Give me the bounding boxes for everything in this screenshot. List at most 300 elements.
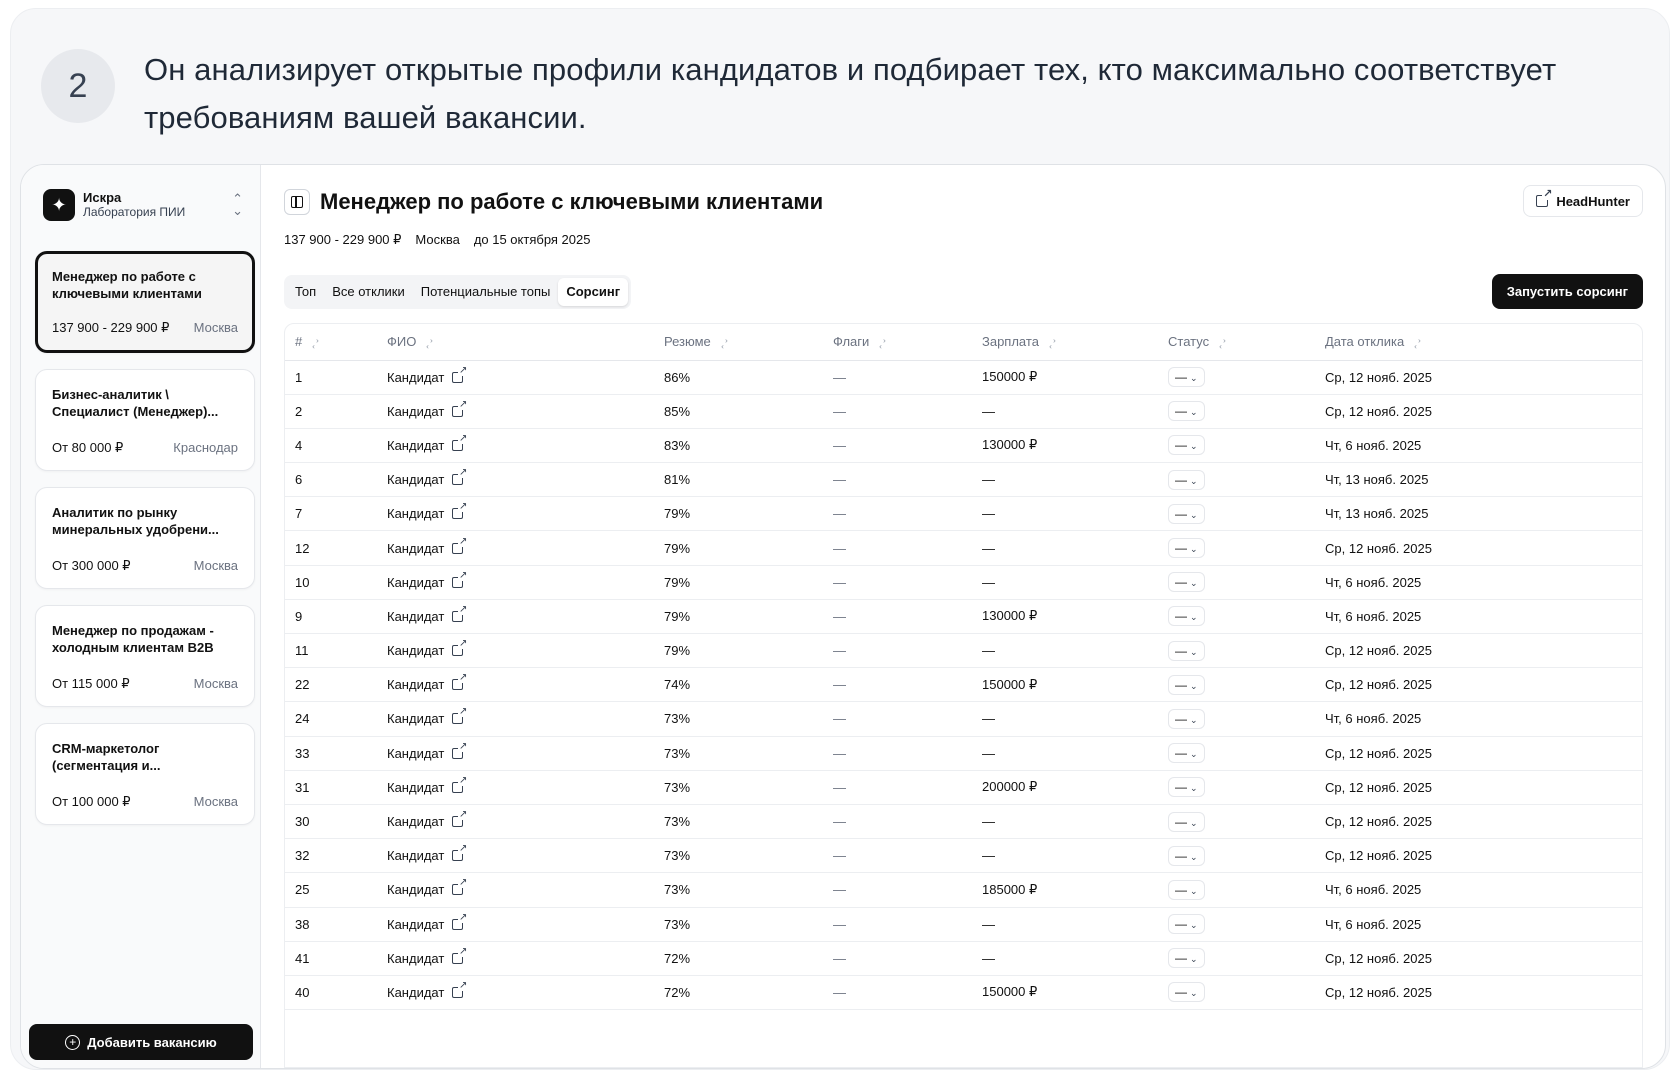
resume-score-value: 79% [664,643,691,659]
candidate-name-value[interactable]: Кандидат [387,608,445,624]
flags-value: — [833,437,846,453]
flags-value: — [833,745,846,761]
status-cell [1158,394,1315,428]
resume-score [654,565,823,599]
response-date-value: Ср, 12 нояб. 2025 [1325,745,1432,761]
candidate-name[interactable] [377,565,654,599]
row-number [285,941,377,975]
row-number [285,565,377,599]
resume-score-value: 79% [664,608,691,624]
flags-value: — [833,814,846,830]
response-date [1315,702,1642,736]
table-row[interactable] [285,668,1642,702]
status-cell [1158,941,1315,975]
flags-value: — [833,403,846,419]
resume-score [654,736,823,770]
resume-score-value: 73% [664,745,691,761]
row-number [285,804,377,838]
sort-icon[interactable]: ⌃⌄ [1412,337,1421,350]
external-link-icon[interactable] [452,645,463,656]
table-row[interactable] [285,463,1642,497]
response-date [1315,634,1642,668]
salary [972,839,1158,873]
app-window [20,164,1666,1069]
candidate-name-value[interactable]: Кандидат [387,848,445,864]
resume-score [654,463,823,497]
candidate-name-value[interactable]: Кандидат [387,950,445,966]
resume-score [654,531,823,565]
table-row[interactable] [285,428,1642,462]
table-row[interactable] [285,736,1642,770]
status-select[interactable] [1168,470,1205,490]
vacancy-card[interactable] [35,251,255,353]
row-number-value: 41 [295,950,310,966]
candidate-name[interactable] [377,770,654,804]
resume-score-value: 79% [664,574,691,590]
external-link-icon [1536,195,1548,207]
step-description: Он анализирует открытые профили кандидатов и подбирает тех, кто максимально соответствует требованиям вашей вакансии. [144,52,1557,135]
candidate-name[interactable] [377,599,654,633]
candidate-name-value[interactable]: Кандидат [387,779,445,795]
salary [972,360,1158,394]
vacancy-city: Москва [415,232,460,247]
vacancy-meta [52,676,238,692]
row-number [285,736,377,770]
table-row[interactable] [285,360,1642,394]
external-link-icon[interactable] [452,850,463,861]
response-date [1315,394,1642,428]
vacancy-salary: От 100 000 ₽ [52,794,131,809]
salary [972,770,1158,804]
table-row[interactable] [285,975,1642,1009]
table-row[interactable] [285,497,1642,531]
row-number-value: 38 [295,916,310,932]
vacancy-title: Менеджер по работе с ключевыми клиентами [52,269,202,301]
salary [972,736,1158,770]
chevron-down-icon: ⌄ [1190,373,1198,384]
chevron-down-icon: ⌄ [1190,407,1198,418]
flags-value: — [833,608,846,624]
flags-value: — [833,711,846,727]
candidate-name[interactable] [377,736,654,770]
flags [823,804,972,838]
headhunter-button[interactable] [1523,185,1643,217]
flags-value: — [833,848,846,864]
status-select[interactable] [1168,401,1205,421]
row-number [285,599,377,633]
chevron-down-icon: ⌄ [1190,714,1198,725]
resume-score [654,907,823,941]
chevron-down-icon: ⌄ [1190,680,1198,691]
flags [823,907,972,941]
external-link-icon[interactable] [452,884,463,895]
candidate-name-value[interactable]: Кандидат [387,540,445,556]
flags-value: — [833,506,846,522]
chevron-down-icon: ⌄ [1190,509,1198,520]
candidate-name[interactable] [377,975,654,1009]
resume-score-value: 72% [664,984,691,1000]
response-date-value: Ср, 12 нояб. 2025 [1325,984,1432,1000]
table-row[interactable] [285,770,1642,804]
status-cell [1158,360,1315,394]
vacancy-card[interactable] [35,605,255,707]
status-value: — [1175,438,1187,453]
status-select[interactable] [1168,914,1205,934]
resume-score-value: 86% [664,369,691,385]
candidate-name-value[interactable]: Кандидат [387,711,445,727]
salary-value: 130000 ₽ [982,608,1038,624]
salary [972,804,1158,838]
candidate-name[interactable] [377,907,654,941]
flags [823,702,972,736]
row-number [285,907,377,941]
external-link-icon[interactable] [452,406,463,417]
table-row[interactable] [285,873,1642,907]
table-row[interactable] [285,941,1642,975]
status-select[interactable] [1168,948,1205,968]
status-select[interactable] [1168,743,1205,763]
candidate-name[interactable] [377,428,654,462]
candidate-name[interactable] [377,873,654,907]
candidate-name-value[interactable]: Кандидат [387,916,445,932]
column-header-label: Дата отклика [1325,334,1405,350]
salary-value: — [982,745,995,761]
resume-score [654,428,823,462]
table-row[interactable] [285,634,1642,668]
table-row[interactable] [285,702,1642,736]
row-number [285,531,377,565]
column-resume-header[interactable] [654,324,823,360]
chevron-down-icon: ⌄ [1190,578,1198,589]
column-date-header[interactable] [1315,324,1642,360]
candidate-name[interactable] [377,360,654,394]
response-date-value: Чт, 6 нояб. 2025 [1325,916,1422,932]
chevron-down-icon: ⌄ [1190,612,1198,623]
status-cell [1158,770,1315,804]
table-row[interactable] [285,907,1642,941]
tab-sourcing[interactable]: Сорсинг [558,278,628,306]
sparkle-icon: ✦ [43,189,75,221]
resume-score [654,394,823,428]
table-header-row [285,324,1642,360]
resume-score-value: 73% [664,779,691,795]
vacancy-card[interactable] [35,369,255,471]
response-date [1315,736,1642,770]
row-number [285,634,377,668]
external-link-icon[interactable] [452,987,463,998]
candidate-name-value[interactable]: Кандидат [387,574,445,590]
row-number [285,839,377,873]
chevron-down-icon: ⌄ [1190,920,1198,931]
external-link-icon[interactable] [452,748,463,759]
sort-icon[interactable]: ⌃⌄ [310,337,320,350]
candidate-name[interactable] [377,634,654,668]
salary-value: 150000 ₽ [982,676,1038,692]
flags-value: — [833,916,846,932]
chevron-down-icon: ⌄ [1190,475,1198,486]
flags [823,839,972,873]
resume-score-value: 83% [664,437,691,453]
candidate-name-value[interactable]: Кандидат [387,643,445,659]
response-date [1315,941,1642,975]
org-switcher[interactable] [43,185,243,225]
candidate-name[interactable] [377,668,654,702]
tab-top[interactable]: Топ [295,284,317,299]
status-select[interactable] [1168,538,1205,558]
table-row[interactable] [285,531,1642,565]
candidate-name-value[interactable]: Кандидат [387,403,445,419]
status-select[interactable] [1168,880,1205,900]
status-value: — [1175,472,1187,487]
status-select[interactable] [1168,606,1205,626]
status-select[interactable] [1168,846,1205,866]
column-header-label: Зарплата [982,334,1039,350]
step-number: 2 [41,49,115,123]
candidate-name[interactable] [377,463,654,497]
sort-icon[interactable]: ⌃⌄ [1217,337,1226,350]
add-vacancy-button[interactable] [29,1024,253,1060]
candidate-name-value[interactable]: Кандидат [387,984,445,1000]
candidate-name-value[interactable]: Кандидат [387,745,445,761]
vacancy-card[interactable] [35,487,255,589]
chevron-down-icon: ⌄ [1190,441,1198,452]
column-number-header[interactable] [285,324,377,360]
row-number-value: 40 [295,984,310,1000]
column-salary-header[interactable] [972,324,1158,360]
vacancy-city: Москва [193,320,238,335]
row-number-value: 24 [295,711,310,727]
external-link-icon[interactable] [452,508,463,519]
flags [823,428,972,462]
table-row[interactable] [285,804,1642,838]
response-date [1315,463,1642,497]
status-cell [1158,463,1315,497]
resume-score [654,770,823,804]
flags [823,975,972,1009]
resume-score [654,804,823,838]
vacancy-city: Москва [193,794,238,809]
status-select[interactable] [1168,709,1205,729]
external-link-icon[interactable] [452,440,463,451]
vacancy-salary-range: 137 900 - 229 900 ₽ [284,232,402,247]
status-value: — [1175,370,1187,385]
status-value: — [1175,985,1187,1000]
external-link-icon[interactable] [452,543,463,554]
external-link-icon[interactable] [452,816,463,827]
candidate-name-value[interactable]: Кандидат [387,472,445,488]
row-number [285,873,377,907]
flags-value: — [833,472,846,488]
salary-value: — [982,574,995,590]
sort-icon[interactable]: ⌃⌄ [718,337,728,350]
row-number-value: 6 [295,472,303,488]
chevron-up-down-icon[interactable]: ⌃ ⌄ [232,191,243,218]
status-select[interactable] [1168,435,1205,455]
status-select[interactable] [1168,777,1205,797]
candidate-name-value[interactable]: Кандидат [387,677,445,693]
status-value: — [1175,848,1187,863]
table-row[interactable] [285,565,1642,599]
resume-score [654,873,823,907]
vacancy-title: Аналитик по рынку минеральных удобрени... [52,505,219,537]
candidate-name-value[interactable]: Кандидат [387,882,445,898]
vacancy-salary: 137 900 - 229 900 ₽ [52,320,170,335]
add-vacancy-label: Добавить вакансию [87,1034,217,1050]
status-select[interactable] [1168,675,1205,695]
vacancy-city: Москва [193,558,238,573]
flags [823,770,972,804]
vacancy-city: Москва [193,676,238,691]
external-link-icon[interactable] [452,713,463,724]
status-cell [1158,531,1315,565]
salary [972,975,1158,1009]
sidebar-toggle-icon[interactable] [284,189,310,215]
resume-score [654,668,823,702]
row-number-value: 30 [295,814,310,830]
flags-value: — [833,540,846,556]
row-number-value: 22 [295,677,310,693]
response-date-value: Ср, 12 нояб. 2025 [1325,403,1432,419]
resume-score-value: 73% [664,882,691,898]
org-name: Искра [83,190,122,205]
external-link-icon[interactable] [452,919,463,930]
org-text [83,190,185,220]
external-link-icon[interactable] [452,474,463,485]
external-link-icon[interactable] [452,782,463,793]
salary [972,668,1158,702]
salary-value: 150000 ₽ [982,984,1038,1000]
vacancy-salary: От 300 000 ₽ [52,558,131,573]
run-sourcing-button[interactable]: Запустить сорсинг [1492,274,1643,309]
response-date-value: Ср, 12 нояб. 2025 [1325,814,1432,830]
status-select[interactable] [1168,367,1205,387]
vacancy-card[interactable] [35,723,255,825]
candidate-name[interactable] [377,804,654,838]
row-number-value: 2 [295,403,303,419]
sort-icon[interactable]: ⌃⌄ [877,337,887,350]
resume-score [654,975,823,1009]
status-value: — [1175,951,1187,966]
flags-value: — [833,643,846,659]
step-header [11,9,1669,159]
candidate-name[interactable] [377,497,654,531]
candidate-name-value[interactable]: Кандидат [387,369,445,385]
resume-score-value: 72% [664,950,691,966]
chevron-down-icon: ⌄ [1190,954,1198,965]
external-link-icon[interactable] [452,679,463,690]
flags [823,736,972,770]
tab-potential-tops[interactable]: Потенциальные топы [420,284,551,299]
table-row[interactable] [285,394,1642,428]
vacancy-salary: От 80 000 ₽ [52,440,124,455]
candidates-table [284,323,1643,1068]
status-value: — [1175,917,1187,932]
row-number [285,770,377,804]
status-select[interactable] [1168,572,1205,592]
salary-value: 200000 ₽ [982,779,1038,795]
salary [972,599,1158,633]
status-value: — [1175,882,1187,897]
column-name-header[interactable] [377,324,654,360]
org-subtitle: Лаборатория ПИИ [83,205,186,219]
resume-score-value: 81% [664,472,691,488]
candidate-name[interactable] [377,839,654,873]
candidate-name[interactable] [377,702,654,736]
resume-score-value: 73% [664,814,691,830]
status-select[interactable] [1168,812,1205,832]
response-date-value: Чт, 6 нояб. 2025 [1325,608,1422,624]
candidate-name[interactable] [377,941,654,975]
vacancy-meta [52,794,238,810]
candidate-name-value[interactable]: Кандидат [387,814,445,830]
status-value: — [1175,541,1187,556]
salary [972,497,1158,531]
external-link-icon[interactable] [452,372,463,383]
table-body [285,360,1642,1010]
candidate-name-value[interactable]: Кандидат [387,437,445,453]
sort-icon[interactable]: ⌃⌄ [424,337,434,350]
salary [972,702,1158,736]
response-date [1315,668,1642,702]
status-cell [1158,634,1315,668]
vacancy-title: Менеджер по продажам - холодным клиентам B2B [52,623,214,655]
response-date [1315,975,1642,1009]
status-select[interactable] [1168,504,1205,524]
tab-all-responses[interactable]: Все отклики [332,284,405,299]
flags-value: — [833,779,846,795]
salary-value: — [982,916,995,932]
row-number-value: 11 [295,643,309,659]
table-row[interactable] [285,839,1642,873]
resume-score-value: 79% [664,506,691,522]
external-link-icon[interactable] [452,611,463,622]
external-link-icon[interactable] [452,953,463,964]
sort-icon[interactable]: ⌃⌄ [1046,337,1056,350]
status-select[interactable] [1168,641,1205,661]
chevron-down-icon: ⌄ [1190,544,1198,555]
resume-score [654,497,823,531]
row-number [285,360,377,394]
salary [972,428,1158,462]
column-header-label: Флаги [833,334,870,350]
salary-value: — [982,643,995,659]
chevron-down-icon: ⌄ [1190,988,1198,999]
candidate-name[interactable] [377,394,654,428]
candidate-name-value[interactable]: Кандидат [387,506,445,522]
vacancy-meta [52,440,238,456]
row-number-value: 12 [295,540,310,556]
page-title: Менеджер по работе с ключевыми клиентами [320,189,824,214]
salary [972,907,1158,941]
column-status-header[interactable] [1158,324,1315,360]
response-date-value: Чт, 6 нояб. 2025 [1325,574,1422,590]
status-value: — [1175,643,1187,658]
resume-score-value: 73% [664,711,691,727]
candidate-name[interactable] [377,531,654,565]
resume-score [654,360,823,394]
flags-value: — [833,984,846,1000]
vacancy-title: CRM-маркетолог (сегментация и... [52,741,161,773]
status-select[interactable] [1168,982,1205,1002]
table-row[interactable] [285,599,1642,633]
external-link-icon[interactable] [452,577,463,588]
status-cell [1158,736,1315,770]
resume-score [654,634,823,668]
flags [823,599,972,633]
status-value: — [1175,404,1187,419]
column-flags-header[interactable] [823,324,972,360]
response-date-value: Ср, 12 нояб. 2025 [1325,643,1432,659]
